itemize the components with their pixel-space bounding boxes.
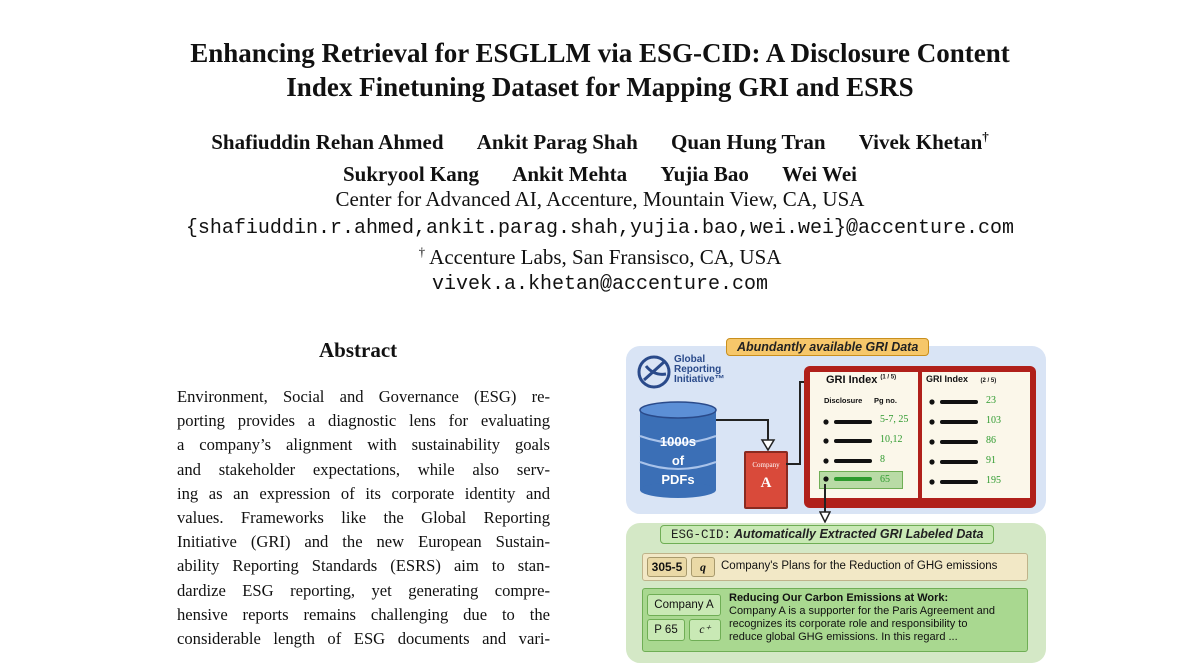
author-list	[0, 121, 1200, 190]
company-book	[744, 451, 788, 509]
index-left-col-page: Pg no.	[874, 396, 897, 405]
db-label: of	[671, 453, 685, 468]
author-name: Yujia Bao	[660, 162, 749, 186]
index-left-value: 10,12	[880, 434, 903, 445]
query-text: Company's Plans for the Reduction of GHG emissions	[721, 560, 998, 572]
page-chip: P 65	[647, 619, 685, 641]
index-left-bar-highlight	[822, 471, 882, 487]
affiliation-mark: †	[982, 129, 989, 144]
index-right-value: 91	[986, 455, 996, 466]
author-name: Ankit Parag Shah	[476, 130, 638, 154]
abstract-line: a company’s alignment with sustainability goals	[177, 435, 550, 455]
globe-icon	[636, 354, 672, 390]
abstract-body	[177, 385, 550, 651]
index-left-col-disclosure: Disclosure	[824, 396, 863, 405]
abstract-line: dardize ESG reporting, yet generating compre-	[177, 580, 550, 600]
abstract-line: hensive reports remains challenging due to the	[177, 604, 550, 624]
gri-logo-line: Reporting	[674, 364, 722, 375]
index-right-bars	[928, 392, 988, 492]
author-name: Wei Wei	[782, 162, 858, 186]
book-label: Company	[752, 461, 780, 469]
author-name: Sukryool Kang	[342, 162, 479, 186]
db-label: PDFs	[661, 472, 695, 487]
affiliation-1: Center for Advanced AI, Accenture, Mountain View, CA, USA	[335, 187, 865, 211]
context-line: Company A is a supporter for the Paris Agreement and	[729, 605, 995, 617]
paper-title	[0, 36, 1200, 104]
context-line: reduce global GHG emissions. In this regard ...	[729, 631, 958, 643]
author-name: Quan Hung Tran	[671, 130, 826, 154]
affiliation-2: † Accenture Labs, San Fransisco, CA, USA	[418, 244, 782, 269]
gri-code-chip: 305-5	[647, 557, 687, 577]
abstract-line: ability Reporting Standards (ESRS) aim to stan-	[177, 556, 550, 576]
abstract-line: values. Frameworks like the Global Reporting	[177, 507, 550, 527]
pdf-database	[638, 400, 718, 500]
context-line: recognizes its corporate role and responsibility to	[729, 618, 968, 630]
author-row-2	[0, 158, 1200, 190]
index-left-value: 5-7, 25	[880, 414, 909, 425]
index-right-value: 23	[986, 395, 996, 406]
affiliation-mark: †	[418, 244, 426, 259]
abstract-line: and stakeholder expectations, while also serv-	[177, 459, 550, 479]
title-line-1: Enhancing Retrieval for ESGLLM via ESG-CID: A Disclosure Content	[190, 38, 1010, 68]
email-list-1: {shafiuddin.r.ahmed,ankit.parag.shah,yujia.bao,wei.wei}@accenture.com	[185, 217, 1015, 240]
abstract-line: Initiative (GRI) and the new European Sustain-	[177, 532, 550, 552]
title-line-2: Index Finetuning Dataset for Mapping GRI and ESRS	[286, 72, 914, 102]
author-name: Shafiuddin Rehan Ahmed	[211, 130, 444, 154]
abstract-line: porting provides a diagnostic lens for evaluating	[177, 411, 550, 431]
db-label: 1000s	[659, 434, 697, 449]
gri-logo-line: Global	[674, 354, 706, 365]
abstract-heading: Abstract	[319, 338, 398, 362]
top-panel-tag: Abundantly available GRI Data	[726, 338, 929, 356]
context-chip: c⁺	[689, 619, 721, 641]
abstract-line: ing as an expression of its corporate identity and	[177, 483, 550, 503]
book-letter: A	[760, 475, 772, 491]
index-left-value: 8	[880, 454, 885, 465]
bottom-panel-tag: ESG-CID: Automatically Extracted GRI Labeled Data	[660, 525, 994, 544]
company-chip: Company A	[647, 594, 721, 616]
index-right-value: 103	[986, 415, 1001, 426]
abstract-line: considerable length of ESG documents and vari-	[177, 628, 550, 648]
index-right-value: 195	[986, 475, 1001, 486]
context-row	[642, 588, 1028, 652]
context-heading: Reducing Our Carbon Emissions at Work:	[729, 592, 949, 604]
author-name: Vivek Khetan†	[858, 129, 989, 154]
index-right-value: 86	[986, 435, 996, 446]
email-2: vivek.a.khetan@accenture.com	[431, 273, 769, 296]
index-left-value: 65	[880, 474, 890, 485]
arrow-index-to-dataset	[819, 484, 831, 526]
abstract-line: Environment, Social and Governance (ESG) re-	[177, 387, 550, 406]
gri-logo-line: Initiative™	[674, 374, 725, 385]
author-name: Ankit Mehta	[512, 162, 628, 186]
query-row	[642, 553, 1028, 581]
author-row-1	[0, 121, 1200, 158]
context-text	[729, 592, 1023, 644]
overview-figure	[626, 338, 1046, 648]
index-left-title: GRI Index $^{(1 / 5)}$	[826, 374, 897, 386]
arrow-db-to-book	[716, 398, 786, 458]
query-chip: q	[691, 557, 715, 577]
gri-logo	[636, 354, 726, 394]
index-right-title: GRI Index (2 / 5)	[926, 374, 997, 384]
